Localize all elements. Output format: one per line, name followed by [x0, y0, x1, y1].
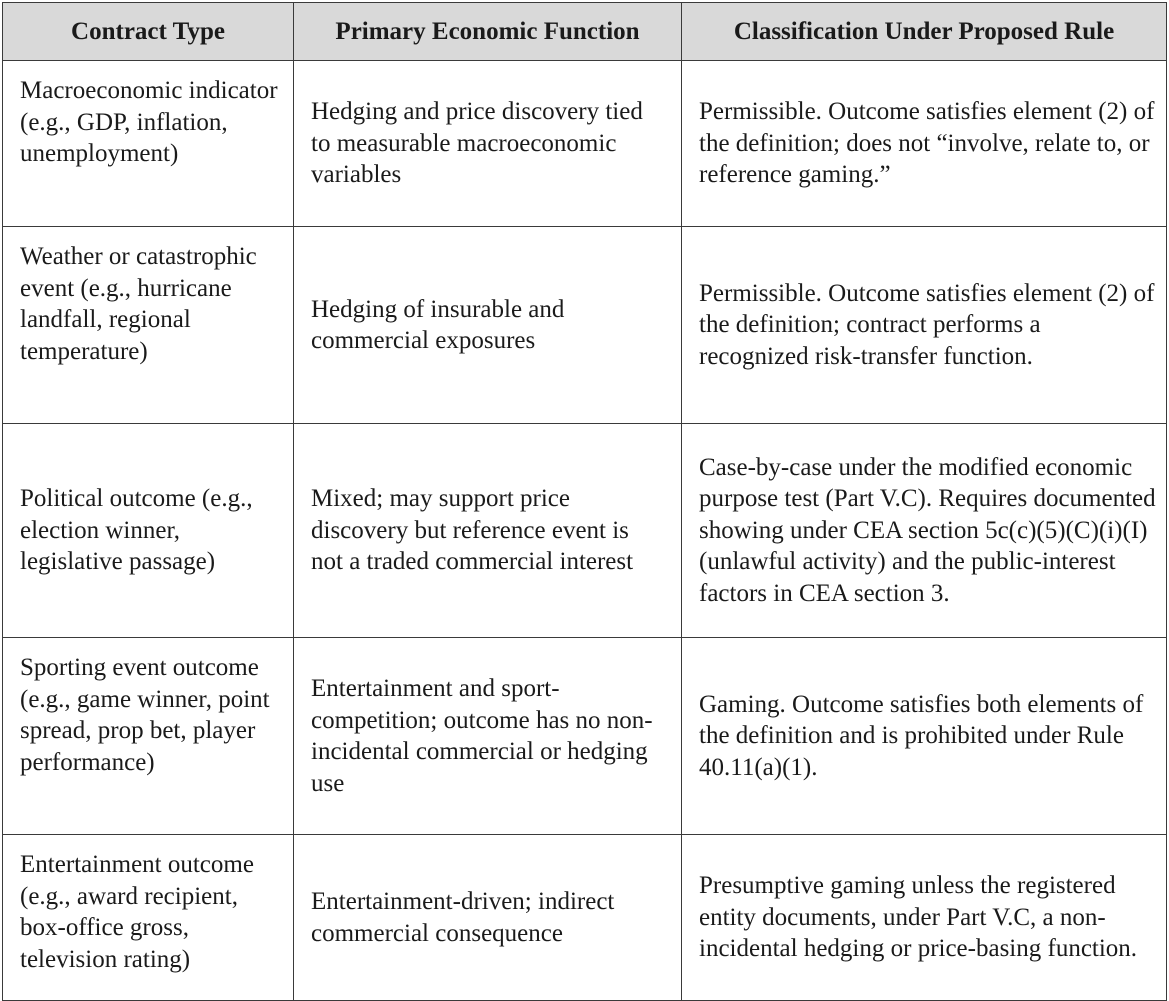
cell-classification: Gaming. Outcome satisfies both elements of the definition and is prohibited under Rule 40.11(a)(1).: [682, 638, 1167, 835]
cell-contract-type: Macroeconomic indicator (e.g., GDP, inflation, unemployment): [3, 61, 294, 227]
cell-economic-function: Entertainment-driven; indirect commercial consequence: [294, 835, 682, 1001]
header-row: [3, 3, 1167, 61]
cell-economic-function: Entertainment and sport-competition; outcome has no non-incidental commercial or hedging use: [294, 638, 682, 835]
cell-economic-function: Mixed; may support price discovery but reference event is not a traded commercial interest: [294, 424, 682, 638]
cell-classification: Permissible. Outcome satisfies element (2) of the definition; contract performs a recognized risk-transfer function.: [682, 227, 1167, 424]
cell-contract-type: Political outcome (e.g., election winner, legislative passage): [3, 424, 294, 638]
cell-classification: Presumptive gaming unless the registered entity documents, under Part V.C, a non-incidental hedging or price-basing function.: [682, 835, 1167, 1001]
cell-classification: Permissible. Outcome satisfies element (2) of the definition; does not “involve, relate to, or reference gaming.”: [682, 61, 1167, 227]
cell-classification: Case-by-case under the modified economic purpose test (Part V.C). Requires documented showing under CEA section 5c(c)(5)(C)(i)(I) (unlawful activity) and the public-interest factors in CEA section 3.: [682, 424, 1167, 638]
header-contract-type: Contract Type: [3, 3, 294, 61]
cell-contract-type: Sporting event outcome (e.g., game winner, point spread, prop bet, player performance): [3, 638, 294, 835]
cell-economic-function: Hedging of insurable and commercial exposures: [294, 227, 682, 424]
table-row: [3, 61, 1167, 227]
table-row: [3, 638, 1167, 835]
table-row: [3, 424, 1167, 638]
table-row: [3, 227, 1167, 424]
cell-economic-function: Hedging and price discovery tied to measurable macroeconomic variables: [294, 61, 682, 227]
classification-table: [2, 2, 1167, 1001]
cell-contract-type: Entertainment outcome (e.g., award recipient, box-office gross, television rating): [3, 835, 294, 1001]
cell-contract-type: Weather or catastrophic event (e.g., hurricane landfall, regional temperature): [3, 227, 294, 424]
table-row: [3, 835, 1167, 1001]
header-classification: Classification Under Proposed Rule: [682, 3, 1167, 61]
header-primary-economic-function: Primary Economic Function: [294, 3, 682, 61]
